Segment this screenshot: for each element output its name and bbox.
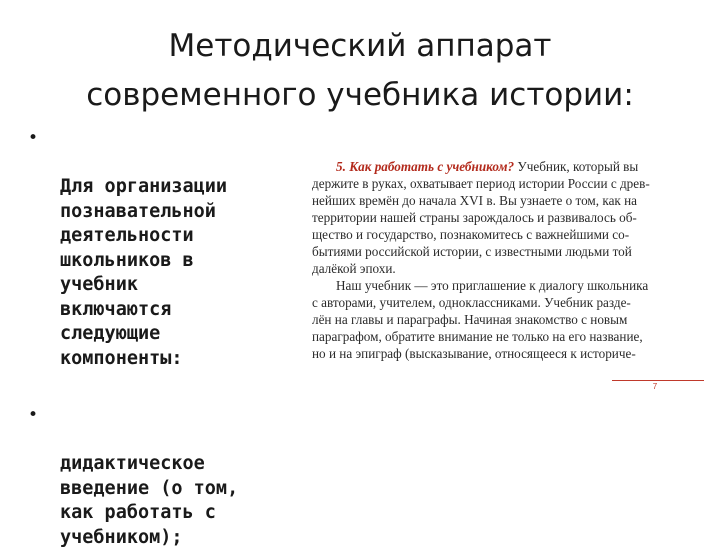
- excerpt-line-text: Учебник, который вы: [514, 159, 639, 174]
- textbook-excerpt-image: [312, 158, 662, 374]
- bullet-text: Для организации познавательной деятельности школьников в учебник включаются следующие компоненты:: [60, 176, 228, 369]
- excerpt-line: щество и государство, познакомитесь с важнейшими со-: [312, 227, 630, 242]
- excerpt-line: но и на эпиграф (высказывание, относящееся к историче-: [312, 346, 636, 361]
- excerpt-heading: 5. Как работать с учебником?: [336, 159, 515, 174]
- excerpt-line: параграфом, обратите внимание не только на его название,: [312, 329, 643, 344]
- bullet-item-components: [24, 126, 286, 371]
- slide-title: Методический аппарат современного учебника истории:: [86, 28, 634, 113]
- excerpt-line: бытиями российской истории, с известными людьми той: [312, 244, 632, 259]
- excerpt-line: с авторами, учителем, одноклассниками. Учебник разде-: [312, 295, 631, 310]
- excerpt-line: нейших времён до начала XVI в. Вы узнаете о том, как на: [312, 193, 638, 208]
- bullet-list: [24, 126, 286, 550]
- excerpt-line: Наш учебник — это приглашение к диалогу школьника: [336, 278, 649, 293]
- excerpt-line: лён на главы и параграфы. Начиная знакомство с новым: [312, 312, 628, 327]
- excerpt-line: территории нашей страны зарождалось и развивалось об-: [312, 210, 637, 225]
- excerpt-line: держите в руках, охватывает период истории России с древ-: [312, 176, 650, 191]
- bullet-marker: •: [28, 128, 39, 148]
- bullet-marker: •: [28, 405, 39, 425]
- excerpt-line: далёкой эпохи.: [312, 261, 396, 276]
- bullet-item-didactic-intro: [24, 403, 286, 550]
- excerpt-line: [312, 158, 662, 175]
- page-number: 7: [652, 382, 658, 391]
- page-number-rule: [612, 380, 704, 381]
- bullet-text: дидактическое введение (о том, как работать с учебником);: [60, 453, 239, 548]
